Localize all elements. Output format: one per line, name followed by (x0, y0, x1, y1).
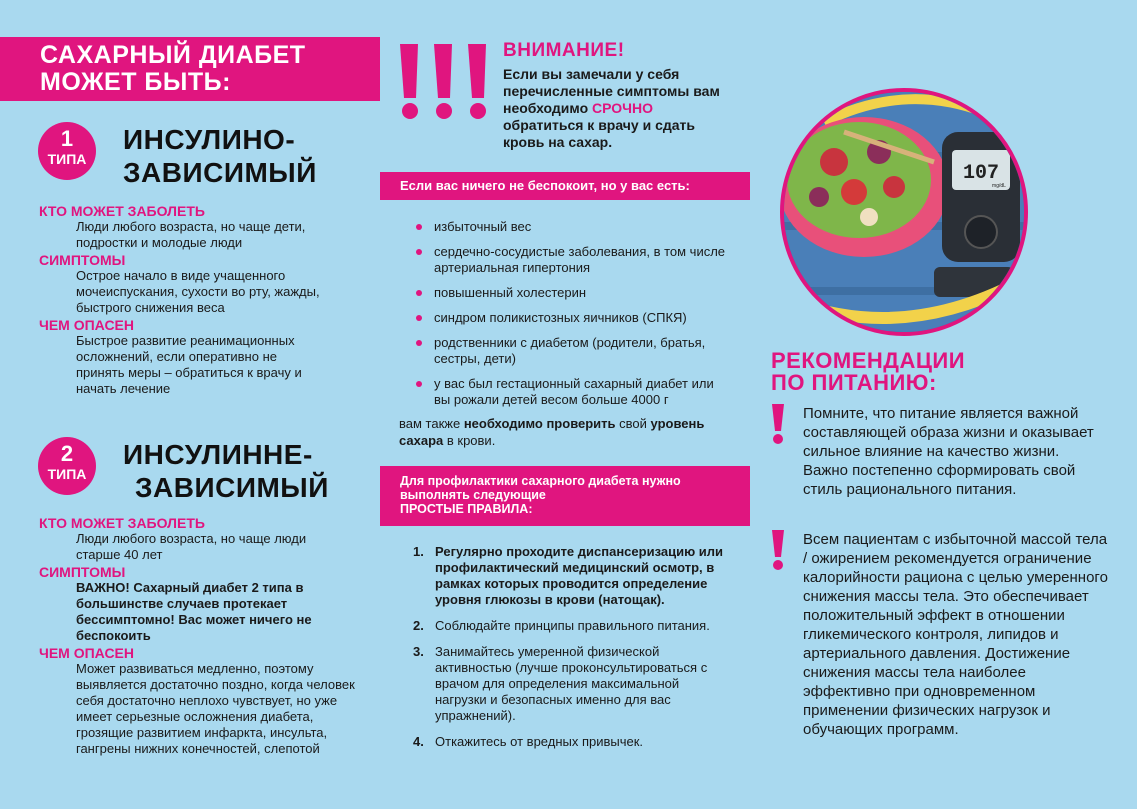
risk-text: сердечно-сосудистые заболевания, в том числе артериальная гипертония (434, 244, 726, 275)
rec-paragraph-2: Всем пациентам с избыточной массой тела / ожирением рекомендуется ограничение калорийности рациона с целью умеренного снижения массы тела. Это обеспечивает положительный эффект в отношении гликемического контроля, липидов и артериального давления. Достижение снижения массы тела наиболее эффективно при одновременном применении физических нагрузок и обучающих программ. (803, 531, 1108, 738)
bullet-dot (416, 249, 422, 255)
rules-header-bar (380, 466, 750, 526)
check-bold2: уровень сахара (399, 416, 705, 448)
type2-title-line2: ЗАВИСИМЫЙ (135, 472, 329, 503)
attention-title: ВНИМАНИЕ! (503, 40, 625, 61)
rec-paragraph-1: Помните, что питание является важной составляющей образа жизни и оказывает сильное влияние на качество жизни. Важно постепенно сформировать свой стиль рационального питания. (803, 405, 1094, 498)
list-item (412, 285, 732, 301)
check-post: в крови. (443, 433, 496, 448)
risk-text: повышенный холестерин (434, 285, 587, 300)
check-bold1: необходимо проверить (463, 416, 616, 431)
type1-badge (38, 122, 96, 180)
type2-who-text: Люди любого возраста, но чаще люди старше 40 лет (76, 531, 307, 562)
rule-number: 4. (413, 734, 424, 749)
type2-title (123, 438, 329, 504)
rules-header-line1: Для профилактики сахарного диабета нужно выполнять следующие (400, 474, 681, 502)
type1-title-line2: ЗАВИСИМЫЙ (123, 157, 317, 188)
rec-title-line2: ПО ПИТАНИЮ: (771, 370, 937, 395)
type2-badge-number: 2 (60, 441, 74, 466)
rule-text: Занимайтесь умеренной физической активностью (лучше проконсультироваться с врачом для определения максимальной нагрузки и безопасных именно для вас упражнений). (435, 644, 708, 723)
bullet-dot (416, 315, 422, 321)
type2-who-heading: КТО МОЖЕТ ЗАБОЛЕТЬ (39, 515, 205, 531)
check-mid: свой (615, 416, 651, 431)
bullet-dot (416, 340, 422, 346)
type2-details (39, 515, 369, 757)
list-item (412, 244, 732, 276)
type1-details (39, 203, 359, 397)
type1-symptoms-text: Острое начало в виде учащенного мочеиспускания, сухости во рту, жажды, быстрого снижения веса (76, 268, 320, 315)
attention-text-post: обратиться к врачу и сдать кровь на сахар. (503, 117, 696, 150)
rules-header-line2: ПРОСТЫЕ ПРАВИЛА: (400, 502, 533, 516)
list-item (412, 335, 732, 367)
risk-text: у вас был гестационный сахарный диабет или вы рожали детей весом больше 4000 г (434, 376, 714, 407)
bullet-dot (416, 224, 422, 230)
type1-who-text: Люди любого возраста, но чаще дети, подростки и молодые люди (76, 219, 306, 250)
rule-number: 3. (413, 644, 424, 659)
risk-list (412, 219, 732, 417)
list-item (412, 376, 732, 408)
list-item (412, 310, 732, 326)
exclamation-icon (770, 404, 786, 444)
attention-block (503, 40, 723, 151)
risk-text: родственники с диабетом (родители, братья, сестры, дети) (434, 335, 706, 366)
type1-title-line1: ИНСУЛИНО- (123, 124, 296, 155)
rule-number: 1. (413, 544, 424, 559)
rule-text: Соблюдайте принципы правильного питания. (435, 618, 710, 633)
list-item (412, 219, 732, 235)
attention-text-pre: Если вы замечали у себя перечисленные симптомы вам необходимо (503, 66, 720, 116)
rec-title-line1: РЕКОМЕНДАЦИИ (771, 348, 966, 373)
rule-text: Откажитесь от вредных привычек. (435, 734, 644, 749)
rule-text: Регулярно проходите диспансеризацию или профилактический медицинский осмотр, в рамках которых проводится определение уровня глюкозы в крови (натощак). (435, 544, 724, 607)
salad-glucometer-photo (780, 88, 1028, 336)
type1-danger-heading: ЧЕМ ОПАСЕН (39, 317, 134, 333)
type1-symptoms-heading: СИМПТОМЫ (39, 252, 126, 268)
rule-number: 2. (413, 618, 424, 633)
bullet-dot (416, 290, 422, 296)
type2-badge (38, 437, 96, 495)
type2-symptoms-text: ВАЖНО! Сахарный диабет 2 типа в большинстве случаев протекает бессимптомно! Вас может ничего не беспокоить (76, 580, 312, 643)
risk-text: избыточный вес (434, 219, 532, 234)
list-item (413, 644, 733, 724)
risk-text: синдром поликистозных яичников (СПКЯ) (434, 310, 687, 325)
type1-who-heading: КТО МОЖЕТ ЗАБОЛЕТЬ (39, 203, 205, 219)
type1-badge-number: 1 (60, 126, 74, 151)
type2-title-line1: ИНСУЛИННЕ- (123, 439, 313, 470)
check-pre: вам также (399, 416, 464, 431)
list-item (413, 734, 733, 750)
type1-title (123, 123, 317, 189)
risk-header-bar: Если вас ничего не беспокоит, но у вас есть: (380, 172, 750, 200)
title-banner: САХАРНЫЙ ДИАБЕТ МОЖЕТ БЫТЬ: (0, 37, 380, 101)
type2-danger-heading: ЧЕМ ОПАСЕН (39, 645, 134, 661)
list-item (413, 618, 733, 634)
bullet-dot (416, 381, 422, 387)
meter-value: 107 (962, 162, 1000, 185)
check-sugar-note (399, 415, 729, 449)
recommendations-title (771, 350, 965, 394)
exclamation-icon (398, 40, 490, 122)
type2-symptoms-heading: СИМПТОМЫ (39, 564, 126, 580)
type1-danger-text: Быстрое развитие реанимационных осложнений, если оперативно не принять меры – обратиться к врачу и начать лечение (76, 333, 302, 396)
type1-badge-label: ТИПА (47, 151, 87, 167)
meter-unit: mg/dL (992, 183, 1006, 189)
list-item (413, 544, 733, 608)
attention-urgent: СРОЧНО (592, 100, 654, 116)
type2-danger-text: Может развиваться медленно, поэтому выявляется достаточно поздно, когда человек себя достаточно неплохо чувствует, но уже имеет серьезные осложнения диабета, грозящие развитием инфаркта, инсульта, гангрены нижних конечностей, слепотой (76, 661, 355, 756)
exclamation-icon (770, 530, 786, 570)
rules-list (413, 544, 733, 760)
attention-text (503, 66, 723, 151)
type2-badge-label: ТИПА (47, 466, 87, 482)
photo-illustration (784, 92, 1024, 332)
